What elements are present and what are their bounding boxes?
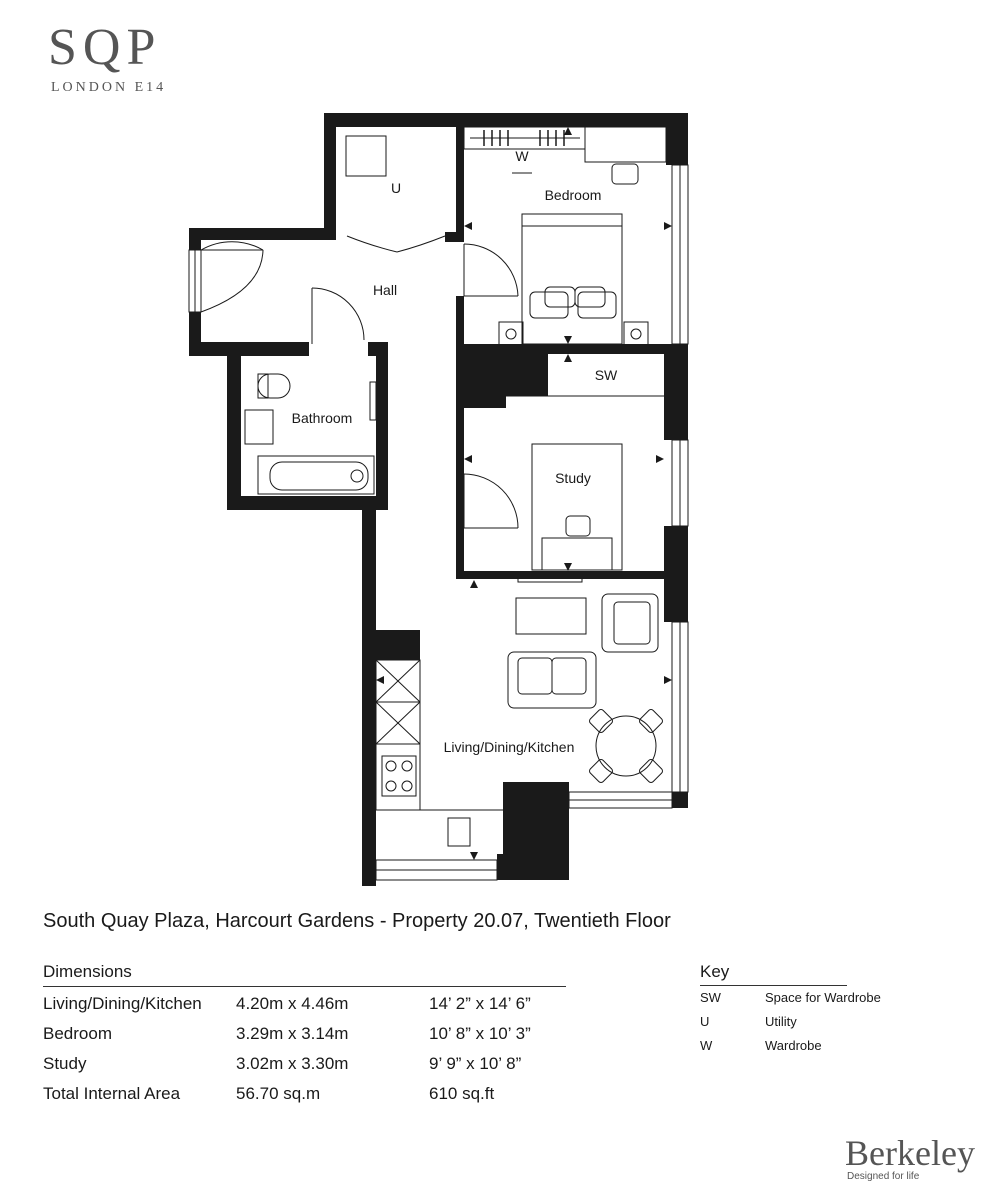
wall [445, 232, 464, 242]
wall [189, 228, 336, 240]
key-code: SW [700, 990, 721, 1005]
dim-imperial: 610 sq.ft [429, 1084, 495, 1103]
wall [227, 342, 241, 510]
brand-tagline: Designed for life [847, 1171, 920, 1182]
room-label-hall: Hall [372, 282, 398, 298]
table-row [43, 1049, 566, 1079]
dim-room: Total Internal Area [43, 1084, 181, 1103]
hob [382, 756, 416, 796]
door [464, 474, 518, 528]
dimensions-heading: Dimensions [43, 962, 566, 987]
wall [456, 296, 464, 579]
key-meaning: Wardrobe [765, 1038, 822, 1053]
key-legend [700, 962, 881, 1058]
dimensions-table [43, 962, 566, 1109]
dim-imperial: 14’ 2” x 14’ 6” [429, 994, 531, 1013]
wall [456, 127, 464, 242]
brand-name: Berkeley [845, 1133, 975, 1173]
wall [362, 630, 420, 660]
room-label-utility: U [390, 180, 402, 196]
kitchen-counter [376, 744, 420, 810]
list-item [700, 986, 900, 1010]
utility-appliance [346, 136, 386, 176]
logo-name: SQP [48, 19, 162, 76]
bed [522, 214, 622, 344]
wall [324, 113, 336, 240]
door [201, 242, 263, 250]
berkeley-logo [845, 1135, 975, 1182]
door [464, 244, 518, 296]
door [397, 236, 445, 252]
study-desk-area [532, 444, 622, 570]
wall [664, 526, 688, 622]
property-title: South Quay Plaza, Harcourt Gardens - Property 20.07, Twentieth Floor [43, 910, 671, 932]
list-item [700, 1010, 900, 1034]
key-code: U [700, 1014, 710, 1029]
door [347, 236, 397, 252]
dim-room: Bedroom [43, 1024, 112, 1043]
dim-metric: 3.29m x 3.14m [236, 1024, 349, 1043]
wall [672, 792, 688, 808]
door [312, 288, 364, 340]
dim-room: Study [43, 1054, 87, 1073]
chair [566, 516, 590, 536]
pillow [530, 292, 568, 318]
key-code: W [700, 1038, 713, 1053]
wall [376, 342, 388, 510]
room-label-wardrobe: W [515, 148, 529, 164]
desk [542, 538, 612, 570]
room-label-sw: SW [594, 367, 618, 383]
room-label-study: Study [555, 470, 591, 486]
walls [189, 113, 688, 886]
wall [189, 342, 309, 356]
wall [497, 854, 569, 880]
key-heading: Key [700, 962, 847, 986]
toilet [258, 374, 290, 398]
pillow [578, 292, 616, 318]
wall [666, 113, 688, 165]
wall [362, 496, 376, 886]
dining-table [596, 716, 656, 776]
key-meaning: Space for Wardrobe [765, 990, 881, 1005]
room-label-bedroom: Bedroom [544, 187, 602, 203]
basin [245, 410, 273, 444]
table-row [43, 1079, 566, 1109]
room-label-bathroom: Bathroom [291, 410, 353, 426]
dim-imperial: 10’ 8” x 10’ 3” [429, 1024, 531, 1043]
dim-metric: 56.70 sq.m [236, 1084, 321, 1103]
coffee-table [516, 598, 586, 634]
wall [664, 344, 688, 440]
bedside-table [624, 322, 648, 346]
room-label-living: Living/Dining/Kitchen [443, 739, 575, 755]
dim-metric: 4.20m x 4.46m [236, 994, 349, 1013]
key-meaning: Utility [765, 1014, 797, 1029]
wall [189, 228, 201, 250]
dim-metric: 3.02m x 3.30m [236, 1054, 349, 1073]
wall [324, 113, 688, 127]
kitchen-appliance [448, 818, 470, 846]
bedside-table [499, 322, 523, 346]
list-item [700, 1034, 900, 1058]
logo-location: LONDON E14 [51, 80, 167, 95]
dim-room: Living/Dining/Kitchen [43, 994, 202, 1013]
table-row [43, 1019, 566, 1049]
chair [612, 164, 638, 184]
table-row [43, 989, 566, 1019]
wall [456, 344, 506, 408]
dim-imperial: 9’ 9” x 10’ 8” [429, 1054, 522, 1073]
